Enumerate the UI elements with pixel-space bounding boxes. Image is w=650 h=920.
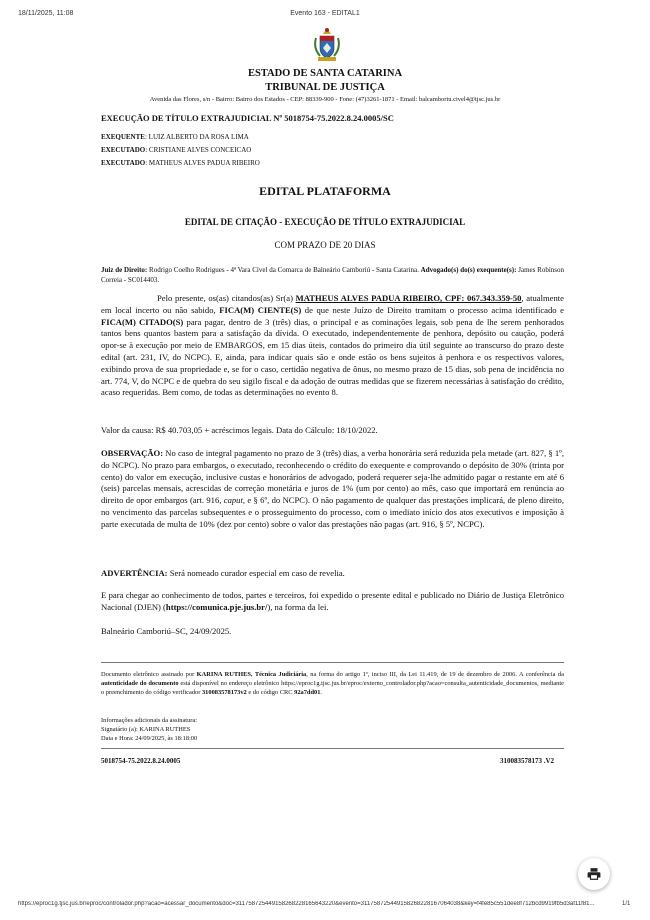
- crc-code: 92a7dd01: [294, 689, 321, 696]
- text-bold: autenticidade do documento: [101, 680, 179, 687]
- text-span: ), na forma da lei.: [267, 601, 329, 612]
- text-span: para pagar, dentro de 3 (três) dias, o principal e as cominações legais, sob pena de lhe serem penhorados tantos bens quantos bastem para a satisfação da dívida. O executado, independentemente de penhora, depósito ou caução, poderá opor-se à execução por meio de EMBARGOS, em 15 dias úteis, contados do primeiro dia útil seguinte ao transcurso do prazo deste edital (art. 231, IV, do NCPC). E, ainda, para indicar quais são e onde estão os bens sujeitos à penhora e os respectivos valores, exibindo prova de sua propriedade e, se for o caso, certidão negativa de ônus, no mesmo prazo de 15 dias, sob pena de incidência no art. 774, V, do NCPC e de quebra do seu sigilo fiscal e da adoção de outras medidas que se fizerem necessárias à satisfação do crédito, acaso requeridas. Bem como, de todas as determinações no evento 8.: [101, 316, 565, 398]
- party-row: [101, 131, 260, 144]
- signer-name: KARINA RUTHES, Técnica Judiciária: [196, 671, 307, 678]
- browser-url: https://eproc1g.tjsc.jus.br/eproc/controlador.php?acao=acessar_documento&doc=311758725449158268228165643220&evento=311758725449158268228167064038&key=f4fe85c551dee8f712bcd9919fb5d3af11f81...: [18, 901, 595, 907]
- edital-title: EDITAL PLATAFORMA: [259, 184, 391, 198]
- state-name: ESTADO DE SANTA CATARINA: [247, 68, 403, 79]
- citation-paragraph: [101, 293, 564, 399]
- signature-block: [101, 670, 564, 697]
- publication-paragraph: [101, 590, 564, 614]
- text-span: , atualmente em local incerto ou não sabido,: [101, 293, 564, 315]
- text-bold: FICA(M) CITADO(S): [101, 316, 184, 327]
- browser-doc-title: Evento 163 - EDITAL1: [290, 10, 360, 17]
- judge-text: Rodrigo Coelho Rodrigues - 4ª Vara Cível da Comarca de Balneário Camboriú - Santa Catarina.: [147, 266, 421, 274]
- printer-icon: [587, 867, 601, 881]
- text-span: Será nomeado curador especial em caso de revelia.: [167, 568, 345, 578]
- text-span: e do código CRC: [246, 689, 295, 696]
- party-name: : LUIZ ALBERTO DA ROSA LIMA: [144, 133, 249, 141]
- text-span: .: [320, 689, 323, 696]
- text-span: No caso de integral pagamento no prazo de 3 (três) dias, a verba honorária será reduzida pela metade (art. 827, § 1º, do NCPC). No prazo para embargos, o executado, reconhecendo o crédito do exequente e comprovando o depósito de 30% (trinta por cento) do valor em execução, inclusive custas e honorários de advogado, poderá requerer seja-lhe admitido pagar o restante em até 6 (seis) parcelas mensais, acrescidas de correção monetária e juros de 1% (um por cento) ao mês, caso que importará em renúncia ao direito de opor embargos (art. 916,: [101, 448, 564, 506]
- place-date: Balneário Camboriú–SC, 24/09/2025.: [101, 626, 232, 636]
- signature-info: [101, 716, 197, 743]
- text-span: , na forma do artigo 1º, inciso III, da Lei 11.419, de 19 de dezembro de 2006. A conferência da: [306, 671, 564, 678]
- lawyer-label: Advogado(s) do(s) exequente(s):: [420, 266, 517, 274]
- print-button[interactable]: [578, 858, 610, 890]
- process-title: EXECUÇÃO DE TÍTULO EXTRAJUDICIAL Nº 5018754-75.2022.8.24.0005/SC: [101, 113, 394, 123]
- warning-paragraph: [101, 568, 564, 580]
- judge-paragraph: [101, 265, 564, 285]
- info-title: Informações adicionais da assinatura:: [101, 717, 197, 724]
- divider: [101, 748, 564, 749]
- party-role: EXEQUENTE: [101, 133, 145, 141]
- page-number: 1/1: [622, 901, 631, 907]
- info-signer: Signatário (a): KARINA RUTHES: [101, 726, 191, 733]
- parties-list: [101, 131, 260, 170]
- divider: [101, 662, 564, 663]
- edital-subtitle: EDITAL DE CITAÇÃO - EXECUÇÃO DE TÍTULO EXTRAJUDICIAL: [184, 217, 466, 227]
- coat-of-arms-icon: [312, 24, 342, 64]
- text-span: Pelo presente, os(as) citandos(as) Sr(a): [157, 293, 296, 303]
- court-address: Avenida das Flores, s/n - Bairro: Bairro dos Estados - CEP: 88339-900 - Fone: (47)3261-1871 - Email: balcamboriu.civel4@tjsc.jus.br: [149, 96, 501, 103]
- text-span: , e § 6º, do NCPC). O não pagamento de qualquer das prestações implicará, de pleno direito, no vencimento das parcelas subsequentes e o prosseguimento do processo, com o imediato início dos atos executivos e imposição à parte executada de multa de 10% (dez por cento) sobre o valor das prestações não pagas (art. 916, § 5º, NCPC).: [101, 495, 564, 529]
- party-role: EXECUTADO: [101, 146, 146, 154]
- text-span: de que neste Juízo de Direito tramitam o processo acima identificado e: [301, 304, 564, 315]
- party-row: [101, 144, 260, 157]
- text-bold: FICA(M) CIENTE(S): [219, 304, 302, 315]
- observation-label: OBSERVAÇÃO:: [101, 448, 164, 458]
- edital-prazo: COM PRAZO DE 20 DIAS: [274, 240, 376, 250]
- party-row: [101, 157, 260, 170]
- party-name: : CRISTIANE ALVES CONCEICAO: [145, 146, 252, 154]
- court-name: TRIBUNAL DE JUSTIÇA: [265, 82, 385, 93]
- browser-datetime: 18/11/2025, 11:08: [18, 10, 74, 17]
- djen-link[interactable]: https://comunica.pje.jus.br/: [165, 601, 268, 612]
- observation-paragraph: [101, 448, 564, 531]
- case-value-paragraph: Valor da causa: R$ 40.703,05 + acréscimos legais. Data do Cálculo: 18/10/2022.: [101, 425, 378, 435]
- warning-label: ADVERTÊNCIA:: [101, 568, 168, 578]
- info-datetime: Data e Hora: 24/09/2025, às 18:18:00: [101, 735, 198, 742]
- lawyer-text: James Robinson Correia - SC014403.: [101, 266, 564, 284]
- party-role: EXECUTADO: [101, 159, 146, 167]
- text-span: E para chegar ao conhecimento de todos, partes e terceiros, foi expedido o presente edital e publicado no Diário de Justiça Eletrônico Nacional (DJEN) (: [101, 590, 564, 612]
- text-span: está disponível no endereço eletrônico https://eproc1g.tjsc.jus.br/eproc/externo_controlador.php?acao=consulta_autenticidade_documentos, mediante o preenchimento do código verificador: [101, 680, 564, 696]
- judge-label: Juiz de Direito:: [101, 266, 148, 274]
- defendant-name: MATHEUS ALVES PADUA RIBEIRO, CPF: 067.343.359-50: [295, 293, 522, 303]
- text-span: Documento eletrônico assinado por: [101, 671, 197, 678]
- party-name: : MATHEUS ALVES PADUA RIBEIRO: [145, 159, 260, 167]
- text-italic: caput: [223, 495, 243, 506]
- footer-doc-id: 310083578173 .V2: [500, 757, 555, 765]
- footer-process-number: 5018754-75.2022.8.24.0005: [101, 757, 181, 765]
- verifier-code: 310083578173v2: [201, 689, 247, 696]
